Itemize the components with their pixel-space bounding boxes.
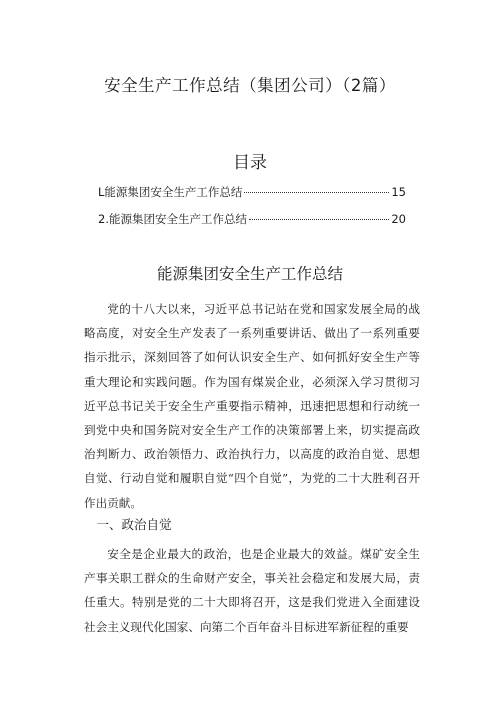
intro-paragraph: 党的十八大以来，习近平总书记站在党和国家发展全局的战略高度，对安全生产发表了一系列重要讲话、做出了一系列重要指示批示，深刻回答了如何认识安全生产、如何抓好安全生产等重大理论和实践问题。作为国有煤炭企业，必须深入学习贯彻习近平总书记关于安全生产重要指示精神，迅速把思想和行动统一到党中央和国务院对安全生产工作的决策部署上来，切实提高政治判断力、政治领悟力、政治执行力，以高度的政治自觉、思想自觉、行动自觉和履职自觉“四个自觉”，为党的二十大胜利召开作出贡献。 <box>84 302 420 510</box>
toc-entry-2[interactable] <box>98 211 406 238</box>
body-paragraph: 安全是企业最大的政治，也是企业最大的效益。煤矿安全生产事关职工群众的生命财产安全，事关社会稳定和发展大局，责任重大。特别是党的二十大即将召开，这是我们党进入全面建设社会主义现代化国家、向第二个百年奋斗目标进军新征程的重要 <box>84 547 420 634</box>
toc-entry-label: 2.能源集团安全生产工作总结 <box>98 212 247 226</box>
toc-leader-dots <box>244 192 389 193</box>
table-of-contents <box>98 184 406 238</box>
section-title: 能源集团安全生产工作总结 <box>156 265 343 283</box>
subheading-political-awareness: 一、政治自觉 <box>96 517 172 532</box>
toc-entry-label: L能源集团安全生产工作总结 <box>98 185 243 199</box>
toc-heading: 目录 <box>233 153 267 173</box>
toc-entry-1[interactable] <box>98 184 406 211</box>
document-title: 安全生产工作总结（集团公司）（2篇） <box>104 76 396 95</box>
toc-entry-page: 20 <box>391 212 406 226</box>
toc-leader-dots <box>249 219 389 220</box>
toc-entry-page: 15 <box>391 185 406 199</box>
